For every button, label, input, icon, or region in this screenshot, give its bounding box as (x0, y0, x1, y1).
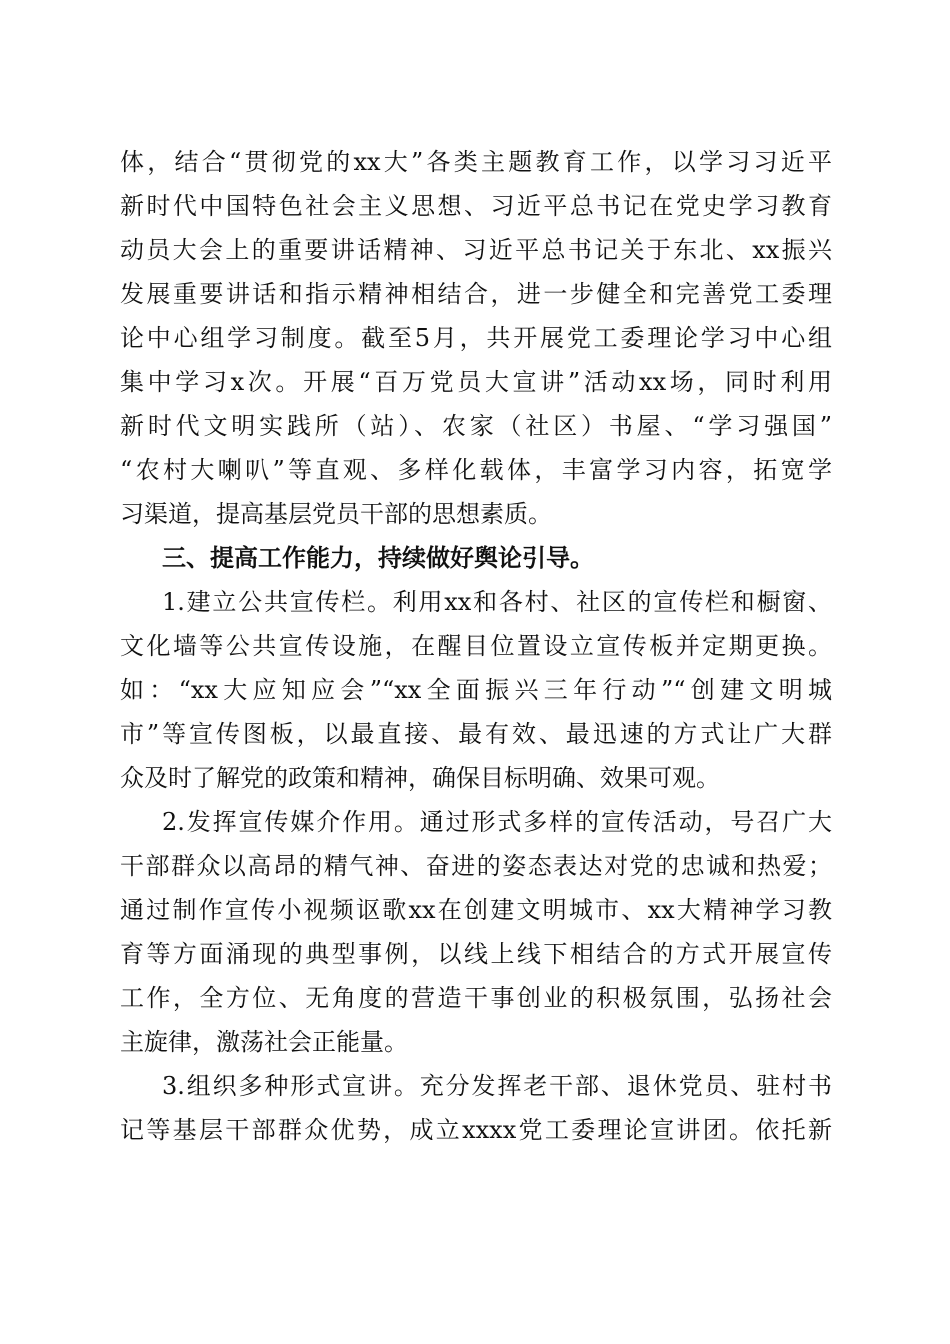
section-heading: 三、提高工作能力，持续做好舆论引导。 (162, 544, 594, 572)
paragraph-study-education (120, 140, 832, 536)
text-line: 众及时了解党的政策和精神，确保目标明确、效果可观。 (120, 764, 720, 792)
text-line: 文化墙等公共宣传设施，在醒目位置设立宣传板并定期更换。 (120, 632, 832, 660)
text-line: 习渠道，提高基层党员干部的思想素质。 (120, 500, 552, 528)
text-line: 通过制作宣传小视频讴歌xx在创建文明城市、xx大精神学习教 (120, 896, 832, 924)
text-line: 3.组织多种形式宣讲。充分发挥老干部、退休党员、驻村书 (162, 1072, 832, 1100)
paragraph-lecture-forms (120, 1064, 832, 1152)
text-line: 1.建立公共宣传栏。利用xx和各村、社区的宣传栏和橱窗、 (162, 588, 832, 616)
text-line: 集中学习x次。开展“百万党员大宣讲”活动xx场，同时利用 (120, 368, 832, 396)
text-line: 育等方面涌现的典型事例，以线上线下相结合的方式开展宣传 (120, 940, 832, 968)
paragraph-public-bulletin (120, 580, 832, 800)
text-line: 主旋律，激荡社会正能量。 (120, 1028, 408, 1056)
text-line: 动员大会上的重要讲话精神、习近平总书记关于东北、xx振兴 (120, 236, 832, 264)
text-line: 记等基层干部群众优势，成立xxxx党工委理论宣讲团。依托新 (120, 1116, 832, 1144)
text-line: 干部群众以高昂的精气神、奋进的姿态表达对党的忠诚和热爱； (120, 852, 832, 880)
text-line: 2.发挥宣传媒介作用。通过形式多样的宣传活动，号召广大 (162, 808, 832, 836)
text-line: 如：“xx大应知应会”“xx全面振兴三年行动”“创建文明城 (120, 676, 832, 704)
text-line: 体，结合“贯彻党的xx大”各类主题教育工作，以学习习近平 (120, 148, 832, 176)
text-line: “农村大喇叭”等直观、多样化载体，丰富学习内容，拓宽学 (120, 456, 832, 484)
text-line: 市”等宣传图板，以最直接、最有效、最迅速的方式让广大群 (120, 720, 832, 748)
document-body (120, 140, 832, 1152)
text-line: 新时代文明实践所（站）、农家（社区）书屋、“学习强国” (120, 412, 832, 440)
text-line: 工作，全方位、无角度的营造干事创业的积极氛围，弘扬社会 (120, 984, 832, 1012)
paragraph-media-role (120, 800, 832, 1064)
text-line: 新时代中国特色社会主义思想、习近平总书记在党史学习教育 (120, 192, 832, 220)
text-line: 发展重要讲话和指示精神相结合，进一步健全和完善党工委理 (120, 280, 832, 308)
text-line: 论中心组学习制度。截至5月，共开展党工委理论学习中心组 (120, 324, 832, 352)
